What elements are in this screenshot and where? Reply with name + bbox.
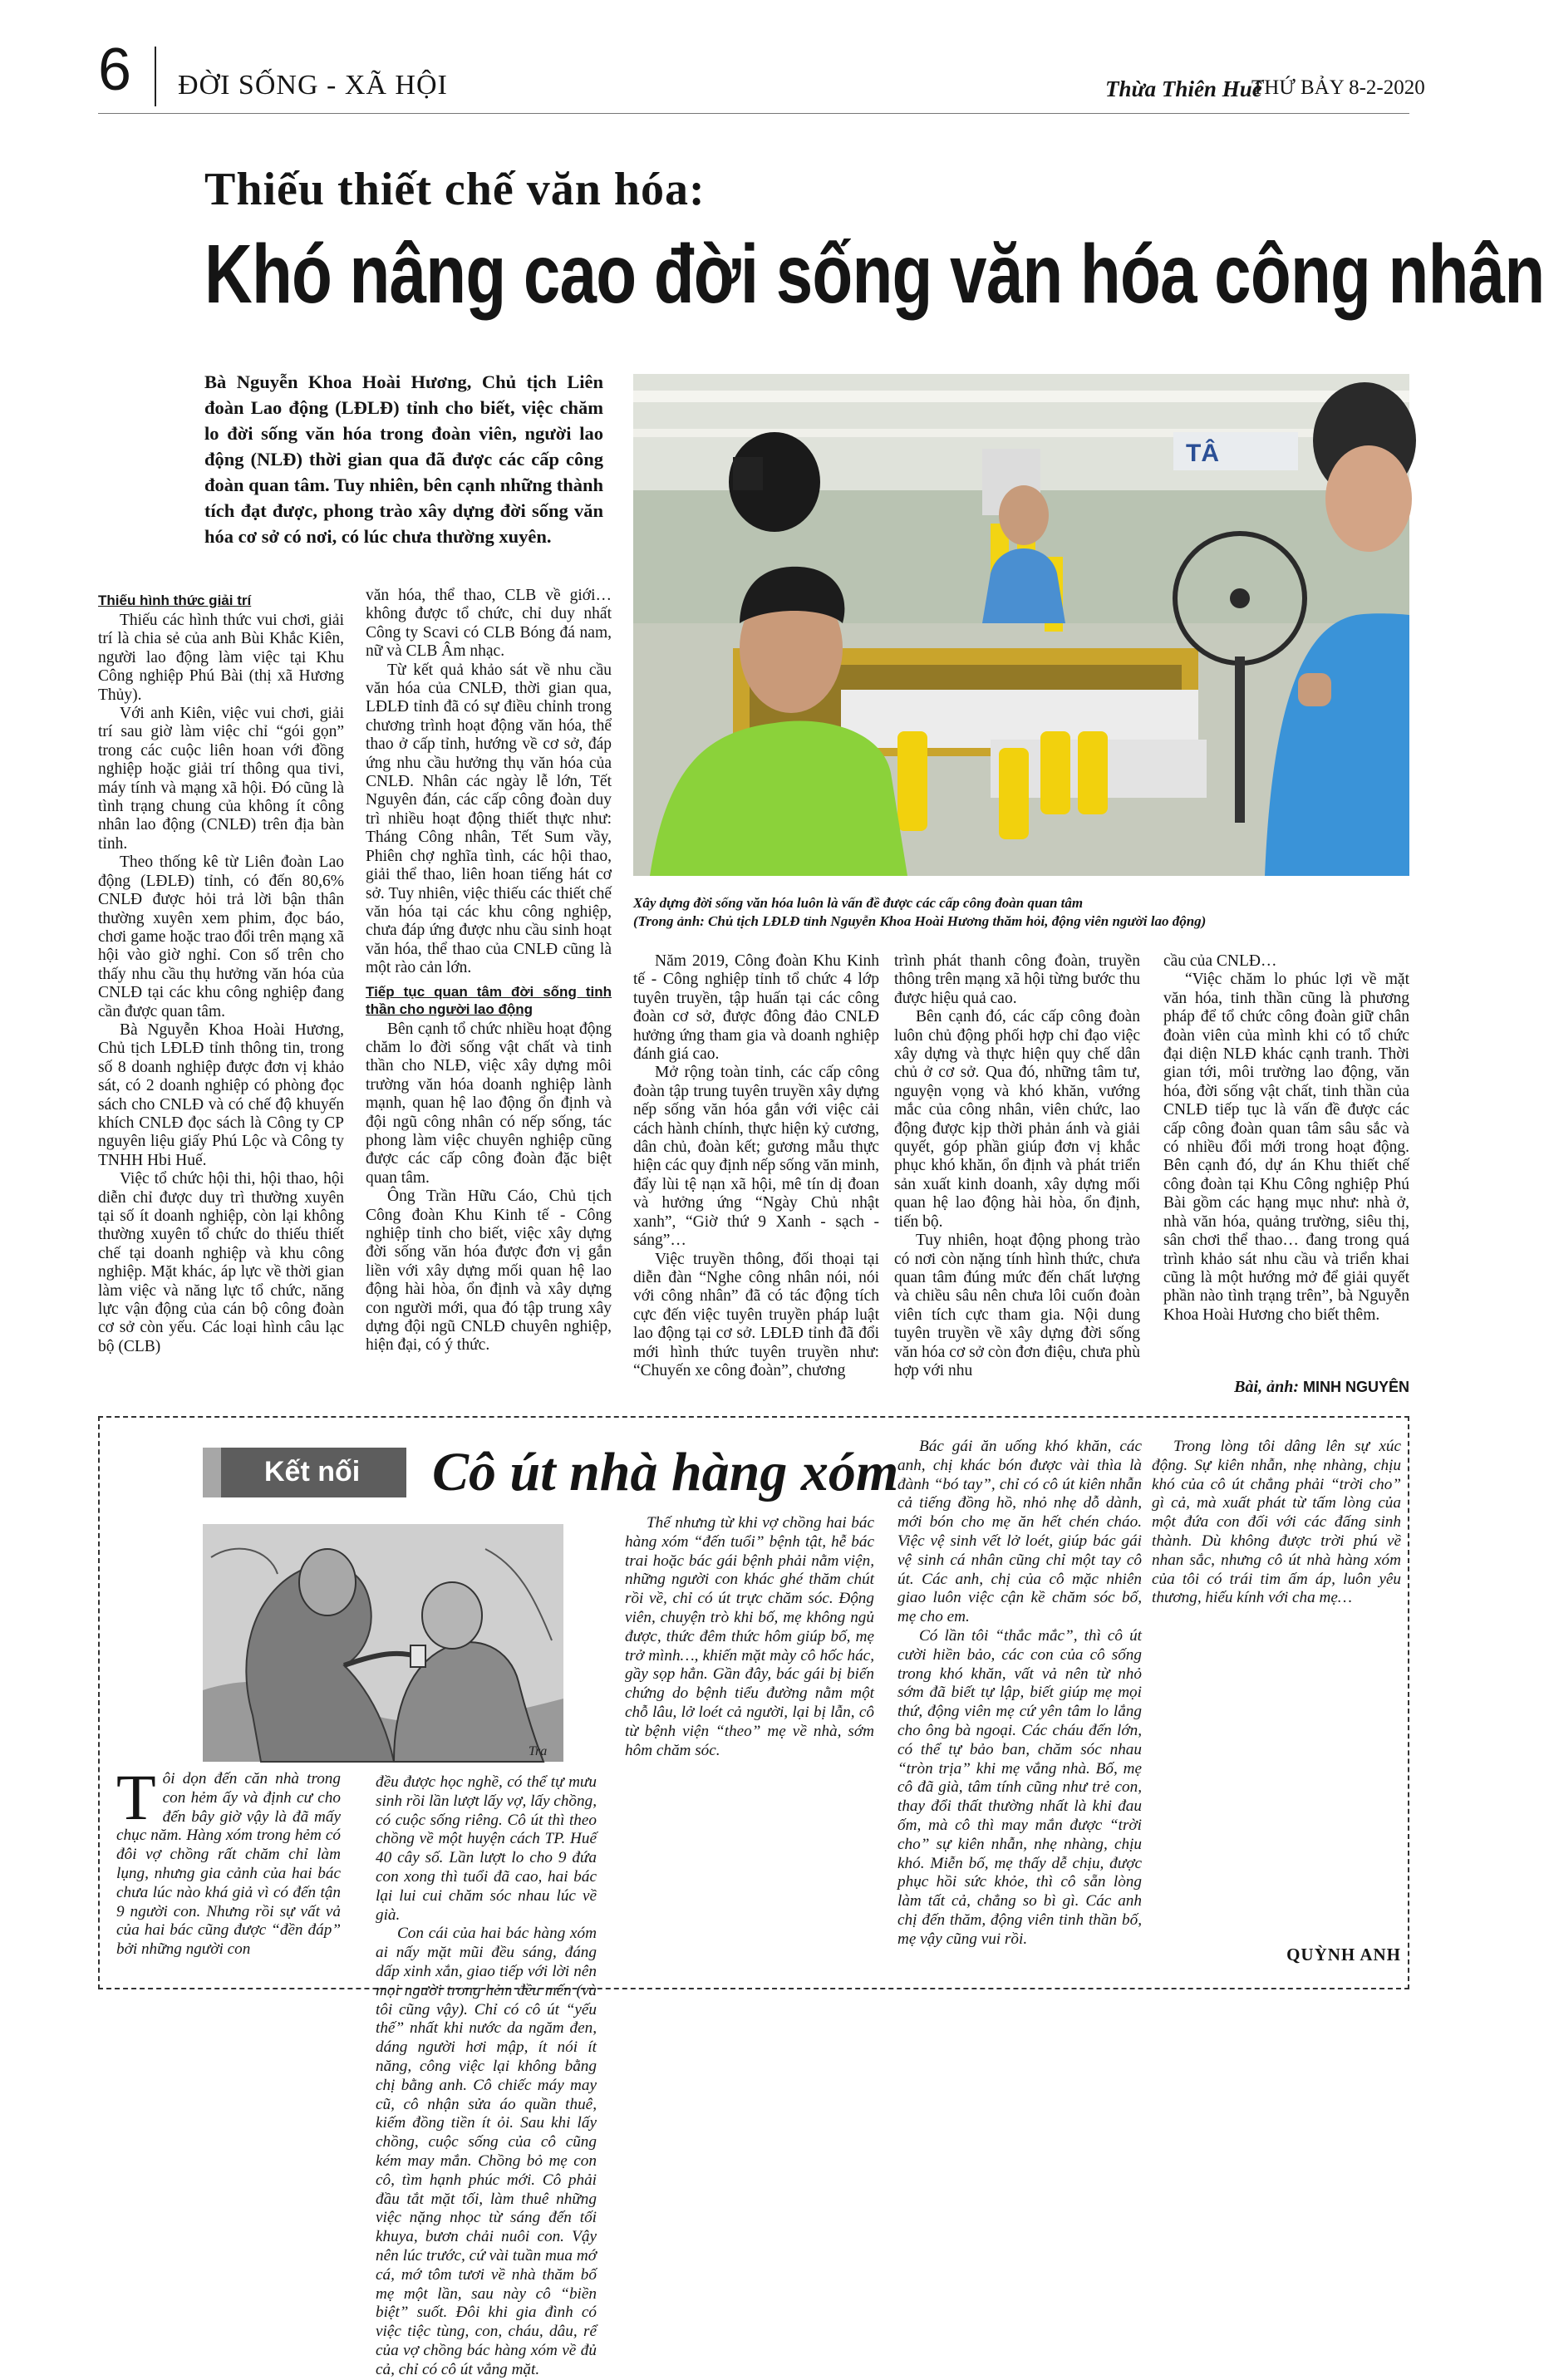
article-headline: Khó nâng cao đời sống văn hóa công nhân (204, 228, 1544, 321)
story-paragraph: Con cái của hai bác hàng xóm ai nấy mặt mũi đều sáng, đáng dấp xinh xắn, giao tiếp với lời nên mọi người trong hẻm đều mến (và tôi cũng vậy). Chỉ có cô út “yếu thế” nhất khi nước da ngăm đen, dáng người hơi mập, ít nói ít năng, công việc lại không bằng chị bằng anh. Cô chiếc máy may cũ, cô nhận sửa áo quần thuê, kiếm đồng tiền ít ỏi. Sau khi lấy chồng, cuộc sống của cô cũng kém may mắn. Chồng bỏ mẹ con cô, tìm hạnh phúc mới. Cô phải đầu tắt mặt tối, làm thuê những việc nặng nhọc từ sáng đến tối khuya, bươn chải nuôi con. Vậy nên lúc trước, cứ vài tuần mua mớ cá, mớ tôm tươi về nhà thăm bố mẹ một lần, sau này cô “biền biệt” suốt. Đôi khi gia đình có việc tiệc tùng, con, cháu, dâu, rể của vợ chồng bác hàng xóm về đủ cả, chỉ có cô út vắng mặt. (376, 1925, 597, 2378)
story-tag: Kết nối (264, 1456, 361, 1488)
header-divider (155, 47, 156, 106)
article-paragraph: Mở rộng toàn tỉnh, các cấp công đoàn tập trung tuyên truyền xây dựng nếp sống văn hóa gắn với việc cải cách hành chính, thực hiện kỷ cương, dân chủ, đoàn kết; gương mẫu thực hiện các quy định nếp sống văn minh, đẩy lùi tệ nạn xã hội, mê tín dị đoan và hưởng ứng “Ngày Chủ nhật xanh”, “Giờ thứ 9 Xanh - sạch - sáng”… (633, 1064, 879, 1250)
article-column-2 (366, 587, 612, 1355)
story-title: Cô út nhà hàng xóm (432, 1442, 899, 1502)
article-paragraph: Từ kết quả khảo sát về nhu cầu văn hóa của CNLĐ, thời gian qua, LĐLĐ tỉnh đã có sự điều chỉnh trong chương trình hoạt động văn hóa, thể thao ở cấp tỉnh, hướng về cơ sở, đáp ứng nhu cầu hưởng thụ văn hóa của CNLĐ. Nhân các ngày lễ lớn, Tết Nguyên đán, các cấp công đoàn duy trì nhiều hoạt động thiết thực như: Tháng Công nhân, Tết Sum vầy, Phiên chợ nghĩa tình, các hội thao, giải thể thao, liên hoan tiếng hát cơ sở. Tuy nhiên, việc thiếu các thiết chế văn hóa tại các khu công nghiệp, chưa đáp ứng được nhu cầu sinh hoạt văn hóa, thể thao của CNLĐ cũng là một rào cản lớn. (366, 661, 612, 977)
article-photo (633, 374, 1409, 876)
article-paragraph: Tuy nhiên, hoạt động phong trào có nơi còn nặng tính hình thức, chưa quan tâm đúng mức đến chất lượng và chiều sâu nên chưa lôi cuốn đoàn viên tích cực tham gia. Nội dung tuyên truyền về xây dựng đời sống văn hóa cơ sở còn đơn điệu, chưa phù hợp với nhu (894, 1232, 1140, 1379)
article-paragraph: Bên cạnh đó, các cấp công đoàn luôn chủ động phối hợp chỉ đạo việc xây dựng và thực hiện quy chế dân chủ ở cơ sở. Qua đó, những tâm tư, nguyện vọng và khó khăn, vướng mắc của công nhân, viên chức, lao động được kịp thời phản ánh và giải quyết, góp phần giúp đơn vị khắc phục khó khăn, ổn định và phát triển sản xuất kinh doanh, xây dựng mối quan hệ lao động hài hòa, ổn định, tiến bộ. (894, 1008, 1140, 1231)
article-kicker: Thiếu thiết chế văn hóa: (204, 164, 706, 215)
article-column-4 (894, 952, 1140, 1380)
story-paragraph: Thế nhưng từ khi vợ chồng hai bác hàng xóm “đến tuổi” bệnh tật, hễ bác trai hoặc bác gái bệnh phải nằm viện, những người con khác ghé thăm chút rồi về, chỉ có út trực chăm sóc. Động viên, chuyện trò khi bố, mẹ không ngủ được, thức đêm thức hôm giúp bố, mẹ trở mình…, khiến mặt mày cô hốc hác, gầy sọp hẳn. Gần đây, bác gái bị biến chứng do bệnh tiểu đường nằm một chỗ lâu, lở loét cả người, lại bị lẫn, cô từ bệnh viện “theo” mẹ về nhà, sớm hôm chăm sóc. (625, 1514, 874, 1759)
story-first-paragraph: ôi dọn đến căn nhà trong con hẻm ấy và định cư cho đến bây giờ vậy là đã mấy chục năm. Hàng xóm trong hẻm có đôi vợ chồng rất chăm chỉ làm lụng, nhưng gia cảnh của hai bác chưa lúc nào khá giả vì có đến tận 9 người con. Nhưng rồi sự vất vả của hai bác cũng được “đền đáp” bởi những người con (116, 1770, 341, 1959)
story-paragraph: đều được học nghề, có thể tự mưu sinh rồi lần lượt lấy vợ, lấy chồng, có cuộc sống riêng. Cô út thì theo chồng về một huyện cách TP. Huế 40 cây số. Lần lượt lo cho 9 đứa con xong thì tuổi đã cao, hai bác lại lui cui chăm sóc nhau lúc về già. (376, 1773, 597, 1924)
subhead-spiritual-life: Tiếp tục quan tâm đời sống tinh thần cho người lao động (366, 983, 612, 1017)
article-column-5 (1163, 952, 1409, 1325)
photo-caption-line-1: Xây dựng đời sống văn hóa luôn là vấn đề được các cấp công đoàn quan tâm (633, 895, 1084, 911)
article-paragraph: Năm 2019, Công đoàn Khu Kinh tế - Công nghiệp tỉnh tổ chức 4 lớp tuyên truyền, tập huấn tại các công đoàn cơ sở, được đông đảo CNLĐ hưởng ứng tham gia và doanh nghiệp đánh giá cao. (633, 952, 879, 1064)
caregiving-illustration (203, 1524, 563, 1762)
article-paragraph: Việc tổ chức hội thi, hội thao, hội diễn chỉ được duy trì thường xuyên tại số ít doanh nghiệp, còn lại không thường xuyên tổ chức do thiếu thiết chế tại doanh nghiệp và khu công nghiệp. Mặt khác, áp lực về thời gian làm việc và năng lực tổ chức, năng lực vận động của cán bộ công đoàn cơ sở còn yếu. Các loại hình câu lạc bộ (CLB) (98, 1170, 344, 1355)
article-paragraph: trình phát thanh công đoàn, truyền thông trên mạng xã hội từng bước thu được hiệu quả cao. (894, 952, 1140, 1007)
publication-date: THỨ BẢY 8-2-2020 (1251, 76, 1425, 99)
page-number: 6 (98, 37, 132, 103)
story-paragraph: Có lần tôi “thắc mắc”, thì cô út cười hiền bảo, các con của cô sống trong khó khăn, vất vả nên từ nhỏ sớm đã biết tự lập, biết giúp mẹ mọi thứ, động viên mẹ cứ yên tâm lo lắng cho ông bà ngoại. Các cháu đến lớn, có thể tự bảo ban, chăm sóc nhau “tròn trịa” khi mẹ vắng nhà. Bố, mẹ cô đã già, tâm tính cũng như trẻ con, thay đổi thất thường nhất là khi đau ốm, mà cô thì may mắn được “trời cho” sự kiên nhẫn, nhẹ nhàng, chịu khó. Miễn bố, mẹ thấy dễ chịu, được phục hồi sức khỏe, thì cô sẵn lòng làm tất cả, chẳng so bì gì. Các anh chị đến thăm, động viên tinh thần bố, mẹ vậy cũng vui rồi. (897, 1626, 1142, 1948)
article-paragraph: Theo thống kê từ Liên đoàn Lao động (LĐLĐ) tỉnh, có đến 80,6% CNLĐ được hỏi trả lời bận thân thường xuyên xem phim, đọc báo, chơi game hoặc trao đổi trên mạng xã hội vào giờ nghỉ. Con số trên cho thấy nhu cầu thụ hưởng văn hóa của CNLĐ tại các khu công nghiệp đang cần được quan tâm. (98, 853, 344, 1020)
article-column-3 (633, 952, 879, 1380)
article-paragraph: Bà Nguyễn Khoa Hoài Hương, Chủ tịch LĐLĐ tỉnh thông tin, trong số 8 doanh nghiệp được đơn vị khảo sát, có 2 doanh nghiệp có phòng đọc sách cho CNLĐ và có chế độ khuyến khích CNLĐ đọc sách là Công ty CP nguyên liệu giấy Phú Lộc và Công ty TNHH Hbi Huế. (98, 1020, 344, 1169)
story-paragraph (116, 1761, 341, 1960)
subhead-entertainment: Thiếu hình thức giải trí (98, 593, 252, 608)
illustration-signature: Tra (529, 1744, 548, 1758)
byline-prefix: Bài, ảnh: (1234, 1378, 1299, 1396)
story-paragraph: Bác gái ăn uống khó khăn, các anh, chị khác bón được vài thìa là đành “bó tay”, chỉ có cô út kiên nhẫn cả tiếng đồng hồ, nhỏ nhẹ dỗ dành, mới bón cho mẹ ăn hết chén cháo. Việc vệ sinh vết lở loét, giúp bác gái vệ sinh cá nhân cũng chỉ một tay cô út. Các anh, chị của cô mặc nhiên giao luôn việc cận kề chăm sóc bố, mẹ cho em. (897, 1438, 1142, 1626)
story-paragraph: Trong lòng tôi dâng lên sự xúc động. Sự kiên nhẫn, nhẹ nhàng, chịu khó của cô út chẳng phải “trời cho” gì cả, mà xuất phát từ tấm lòng của một đứa con đối với các đấng sinh thành. Dù không được trời phú về nhan sắc, nhưng cô út nhà hàng xóm của tôi có trái tim ấm áp, luôn yêu thương, hiếu kính với cha mẹ… (1152, 1438, 1401, 1607)
article-column-1 (98, 587, 344, 1356)
article-paragraph: Thiếu các hình thức vui chơi, giải trí là chia sẻ của anh Bùi Khắc Kiên, người lao động làm việc tại Khu Công nghiệp Phú Bài (thị xã Hương Thủy). (98, 612, 344, 704)
article-paragraph: Việc truyền thông, đối thoại tại diễn đàn “Nghe công nhân nói, nói với công nhân” đã có tác động tích cực đến việc tuyên truyền pháp luật lao động tại cơ sở. LĐLĐ tỉnh đã đổi mới hình thức tuyên truyền như: “Chuyến xe công đoàn”, chương (633, 1250, 879, 1379)
factory-photo-illustration (633, 374, 1409, 876)
section-title: ĐỜI SỐNG - XÃ HỘI (178, 70, 448, 101)
publication-name: Thừa Thiên Huế (1105, 76, 1262, 101)
photo-caption-line-2: (Trong ảnh: Chủ tịch LĐLĐ tỉnh Nguyễn Khoa Hoài Hương thăm hỏi, động viên người lao động) (633, 913, 1207, 929)
header-rule (98, 113, 1409, 114)
article-lead: Bà Nguyễn Khoa Hoài Hương, Chủ tịch Liên đoàn Lao động (LĐLĐ) tỉnh cho biết, việc chăm lo đời sống văn hóa trong đoàn viên, người lao động (NLĐ) thời gian qua đã được các cấp công đoàn quan tâm. Tuy nhiên, bên cạnh những thành tích đạt được, phong trào xây dựng đời sống văn hóa cơ sở có nơi, có lúc chưa thường xuyên. (204, 371, 603, 547)
photo-sign-text: TÂ (1186, 440, 1219, 467)
story-column-5 (1152, 1438, 1401, 1608)
article-paragraph: “Việc chăm lo phúc lợi về mặt văn hóa, tinh thần cũng là phương pháp để tổ chức công đoàn giữ chân đoàn viên của mình khi có tổ chức đại diện NLĐ khác cạnh tranh. Thời gian tới, môi trường lao động, văn hóa, đời sống vật chất, tinh thần của CNLĐ tiếp tục là vấn đề được các cấp công đoàn quan tâm sâu sắc và có nhiều đổi mới trong hoạt động. Bên cạnh đó, dự án Khu thiết chế công đoàn tại Khu Công nghiệp Phú Bài gồm các hạng mục như: nhà ở, nhà văn hóa, quảng trường, siêu thị, sân chơi thể thao… đang trong quá trình khảo sát nhu cầu và triển khai cũng là một hướng mở để giải quyết phần nào tình trạng trên”, bà Nguyễn Khoa Hoài Hương cho biết thêm. (1163, 971, 1409, 1324)
story-column-2 (376, 1773, 597, 2380)
story-column-4 (897, 1438, 1142, 1950)
byline-name: MINH NGUYÊN (1302, 1379, 1409, 1395)
article-paragraph: Với anh Kiên, việc vui chơi, giải trí sau giờ làm việc chỉ “gói gọn” trong các cuộc liên hoan với đồng nghiệp hoặc giải trí thông qua tivi, máy tính và mạng xã hội. Đó cũng là tình trạng chung của không ít công nhân lao động (CNLĐ) trên địa bàn tỉnh. (98, 705, 344, 853)
story-author: QUỲNH ANH (1286, 1945, 1401, 1964)
story-column-1 (116, 1761, 341, 1960)
article-byline (1163, 1378, 1409, 1397)
story-column-3 (625, 1514, 874, 1760)
story-illustration (203, 1524, 563, 1762)
photo-caption (633, 894, 1409, 931)
drop-cap: T (116, 1761, 156, 1833)
article-paragraph: văn hóa, thể thao, CLB về giới… không được tổ chức, chỉ duy nhất Công ty Scavi có CLB Bóng đá nam, nữ và CLB Âm nhạc. (366, 587, 612, 661)
article-paragraph: Bên cạnh tổ chức nhiều hoạt động chăm lo đời sống vật chất và tinh thần cho NLĐ, việc xây dựng môi trường văn hóa doanh nghiệp lành mạnh, quan hệ lao động ổn định và đội ngũ công nhân có nếp sống, tác phong làm việc chuyên nghiệp cũng được các cấp công đoàn đặc biệt quan tâm. (366, 1020, 612, 1187)
article-paragraph: Ông Trần Hữu Cáo, Chủ tịch Công đoàn Khu Kinh tế - Công nghiệp tỉnh cho biết, việc xây dựng đời sống văn hóa được đơn vị gắn liền với xây dựng mối quan hệ lao động hài hòa, ổn định và xây dựng con người mới, qua đó tập trung xây dựng đội ngũ CNLĐ chuyên nghiệp, hiện đại, có ý thức. (366, 1188, 612, 1355)
article-paragraph: cầu của CNLĐ… (1163, 952, 1277, 970)
